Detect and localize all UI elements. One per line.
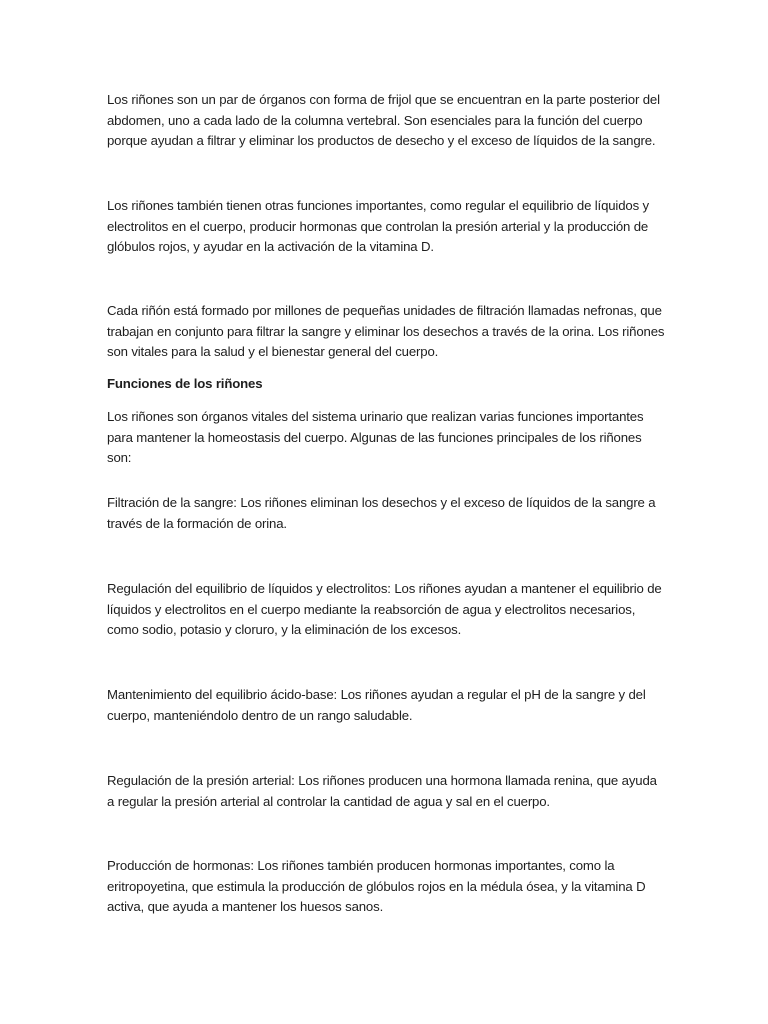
paragraph-intro: Los riñones son un par de órganos con forma de frijol que se encuentran en la parte posterior del abdomen, uno a cada lado de la columna vertebral. Son esenciales para la función del cuerpo porque ayudan a filtrar y eliminar los productos de desecho y el exceso de líquidos de la sangre. (107, 92, 660, 148)
paragraph-nephrons: Cada riñón está formado por millones de pequeñas unidades de filtración llamadas nefronas, que trabajan en conjunto para filtrar la sangre y eliminar los desechos a través de la orina. Los riñones son vitales para la salud y el bienestar general del cuerpo. (107, 303, 665, 359)
paragraph-other-functions: Los riñones también tienen otras funciones importantes, como regular el equilibrio de líquidos y electrolitos en el cuerpo, producir hormonas que controlan la presión arterial y la producción de glóbulos rojos, y ayudar en la activación de la vitamina D. (107, 198, 649, 254)
paragraph-blood-filtration: Filtración de la sangre: Los riñones eliminan los desechos y el exceso de líquidos de la sangre a través de la formación de orina. (107, 495, 656, 531)
paragraph-blood-pressure: Regulación de la presión arterial: Los riñones producen una hormona llamada renina, que ayuda a regular la presión arterial al controlar la cantidad de agua y sal en el cuerpo. (107, 773, 657, 809)
paragraph-acid-base: Mantenimiento del equilibrio ácido-base: Los riñones ayudan a regular el pH de la sangre y del cuerpo, manteniéndolo dentro de un rango saludable. (107, 687, 646, 723)
paragraph-section-intro: Los riñones son órganos vitales del sistema urinario que realizan varias funciones importantes para mantener la homeostasis del cuerpo. Algunas de las funciones principales de los riñones son: (107, 409, 644, 465)
paragraph-hormones: Producción de hormonas: Los riñones también producen hormonas importantes, como la eritropoyetina, que estimula la producción de glóbulos rojos en la médula ósea, y la vitamina D activa, que ayuda a mantener los huesos sanos. (107, 858, 646, 914)
section-heading: Funciones de los riñones (107, 376, 263, 391)
paragraph-fluid-balance: Regulación del equilibrio de líquidos y electrolitos: Los riñones ayudan a mantener el equilibrio de líquidos y electrolitos en el cuerpo mediante la reabsorción de agua y electrolitos necesarios, como sodio, potasio y cloruro, y la eliminación de los excesos. (107, 581, 662, 637)
